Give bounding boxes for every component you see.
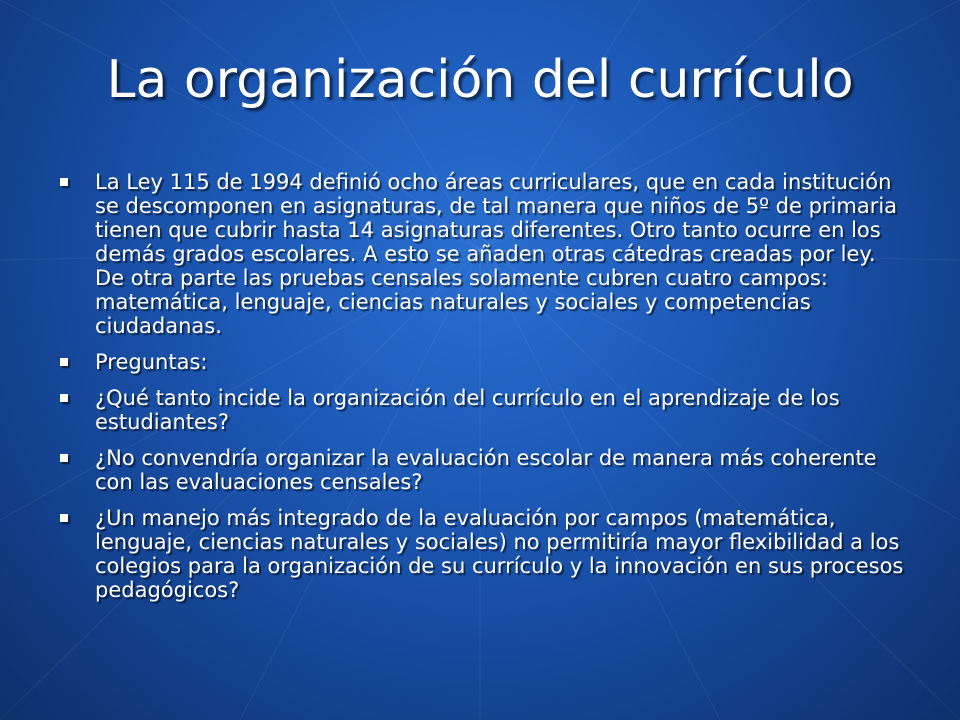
- slide-title: La organización del currículo: [106, 50, 854, 110]
- bullet-text: La Ley 115 de 1994 definió ocho áreas curriculares, que en cada institución se descomponen en asignaturas, de tal manera que niños de 5º de primaria tienen que cubrir hasta 14 asignaturas diferentes. Otro tanto ocurre en los demás grados escolares. A esto se añaden otras cátedras creadas por ley. De otra parte las pruebas censales solamente cubren cuatro campos: matemática, lenguaje, ciencias naturales y sociales y competencias ciudadanas.: [95, 170, 898, 338]
- square-bullet-icon: [60, 454, 68, 462]
- bullet-item: [60, 386, 910, 434]
- square-bullet-icon: [60, 178, 68, 186]
- bullet-item: [60, 506, 910, 602]
- bullet-item: [60, 350, 910, 374]
- bullet-text: ¿Un manejo más integrado de la evaluación por campos (matemática, lenguaje, ciencias naturales y sociales) no permitiría mayor flexibilidad a los colegios para la organización de su currículo y la innovación en sus procesos pedagógicos?: [95, 506, 904, 602]
- square-bullet-icon: [60, 394, 68, 402]
- square-bullet-icon: [60, 358, 68, 366]
- bullet-text: Preguntas:: [95, 350, 208, 374]
- bullet-item: [60, 170, 910, 338]
- square-bullet-icon: [60, 514, 68, 522]
- bullet-item: [60, 446, 910, 494]
- bullet-text: ¿No convendría organizar la evaluación escolar de manera más coherente con las evaluaciones censales?: [95, 446, 877, 494]
- bullet-list: [60, 170, 910, 614]
- bullet-text: ¿Qué tanto incide la organización del currículo en el aprendizaje de los estudiantes?: [95, 386, 840, 434]
